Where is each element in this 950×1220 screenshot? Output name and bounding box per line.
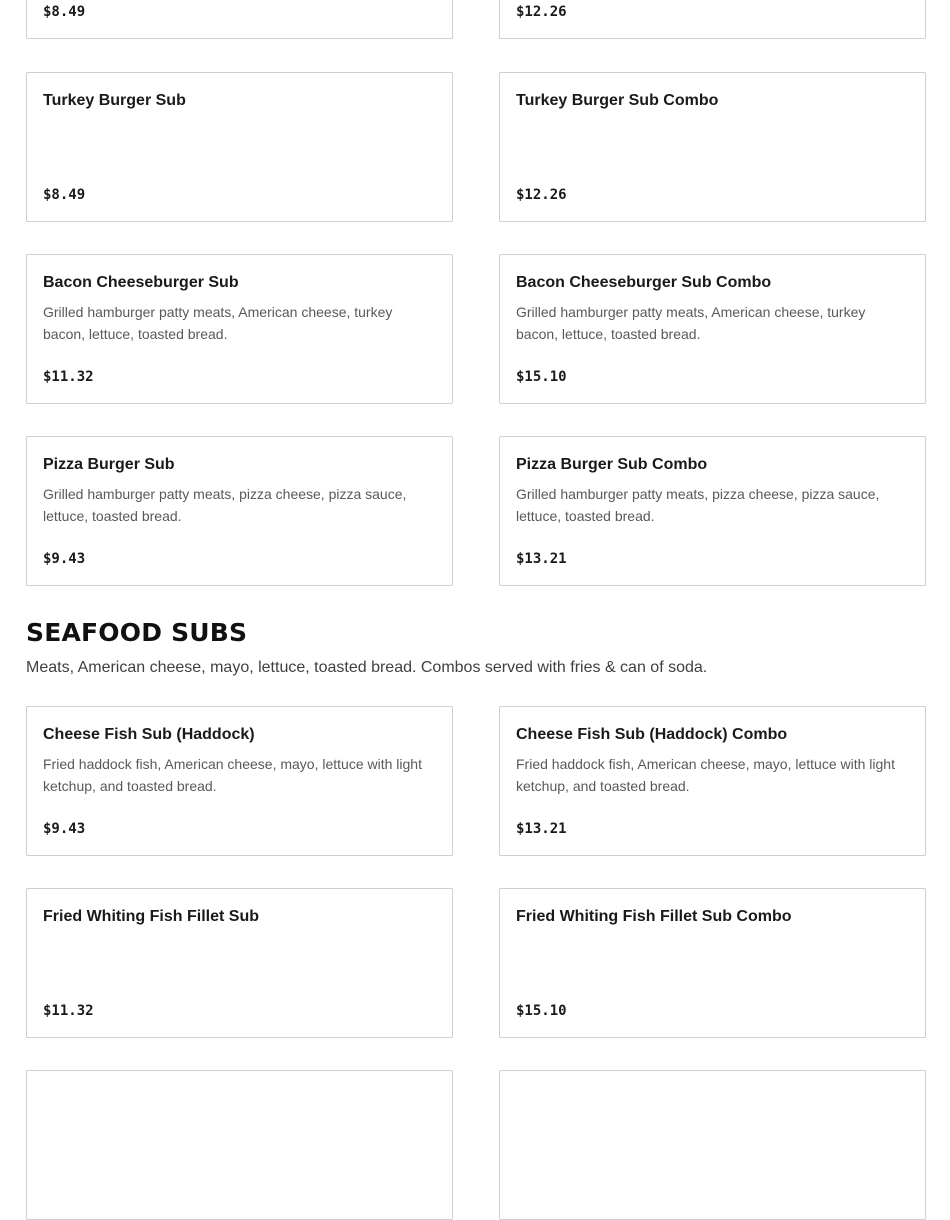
item-name: Fried Whiting Fish Fillet Sub (43, 908, 259, 925)
menu-item-card[interactable] (499, 1070, 926, 1220)
menu-item-card[interactable] (26, 72, 453, 222)
menu-item-card[interactable] (499, 706, 926, 856)
item-description: Grilled hamburger patty meats, American cheese, turkey bacon, lettuce, toasted bread. (516, 304, 866, 342)
menu-item-card[interactable] (499, 0, 926, 39)
item-price: $8.49 (43, 187, 86, 203)
item-name: Cheese Fish Sub (Haddock) (43, 726, 255, 743)
item-price: $15.10 (516, 1003, 567, 1019)
item-price: $11.32 (43, 1003, 94, 1019)
item-price: $15.10 (516, 369, 567, 385)
menu-item-card[interactable] (26, 254, 453, 404)
menu-item-card[interactable] (26, 1070, 453, 1220)
item-price: $8.49 (43, 4, 86, 20)
item-name: Cheese Fish Sub (Haddock) Combo (516, 726, 788, 743)
item-price: $12.26 (516, 187, 567, 203)
item-name: Pizza Burger Sub (43, 456, 175, 473)
menu-item-card[interactable] (499, 254, 926, 404)
menu-item-card[interactable] (26, 436, 453, 586)
item-price: $12.26 (516, 4, 567, 20)
item-name: Pizza Burger Sub Combo (516, 456, 708, 473)
menu-item-card[interactable] (26, 888, 453, 1038)
item-name: Turkey Burger Sub (43, 92, 186, 109)
section-description: Meats, American cheese, mayo, lettuce, toasted bread. Combos served with fries & can of soda. (26, 659, 708, 676)
item-name: Bacon Cheeseburger Sub (43, 274, 239, 291)
item-description: Grilled hamburger patty meats, pizza cheese, pizza sauce, lettuce, toasted bread. (516, 486, 880, 524)
menu-item-card[interactable] (499, 436, 926, 586)
menu-item-card[interactable] (499, 888, 926, 1038)
item-name: Turkey Burger Sub Combo (516, 92, 719, 109)
item-description: Fried haddock fish, American cheese, mayo, lettuce with light ketchup, and toasted bread. (516, 756, 895, 794)
item-description: Grilled hamburger patty meats, American cheese, turkey bacon, lettuce, toasted bread. (43, 304, 393, 342)
menu-item-card[interactable] (26, 0, 453, 39)
item-price: $13.21 (516, 821, 567, 837)
item-price: $11.32 (43, 369, 94, 385)
item-description: Fried haddock fish, American cheese, mayo, lettuce with light ketchup, and toasted bread. (43, 756, 422, 794)
menu-item-card[interactable] (499, 72, 926, 222)
item-price: $13.21 (516, 551, 567, 567)
item-name: Bacon Cheeseburger Sub Combo (516, 274, 772, 291)
item-price: $9.43 (43, 821, 86, 837)
item-name: Fried Whiting Fish Fillet Sub Combo (516, 908, 792, 925)
menu-item-card[interactable] (26, 706, 453, 856)
section-title: SEAFOOD SUBS (26, 618, 248, 647)
item-description: Grilled hamburger patty meats, pizza cheese, pizza sauce, lettuce, toasted bread. (43, 486, 407, 524)
item-price: $9.43 (43, 551, 86, 567)
